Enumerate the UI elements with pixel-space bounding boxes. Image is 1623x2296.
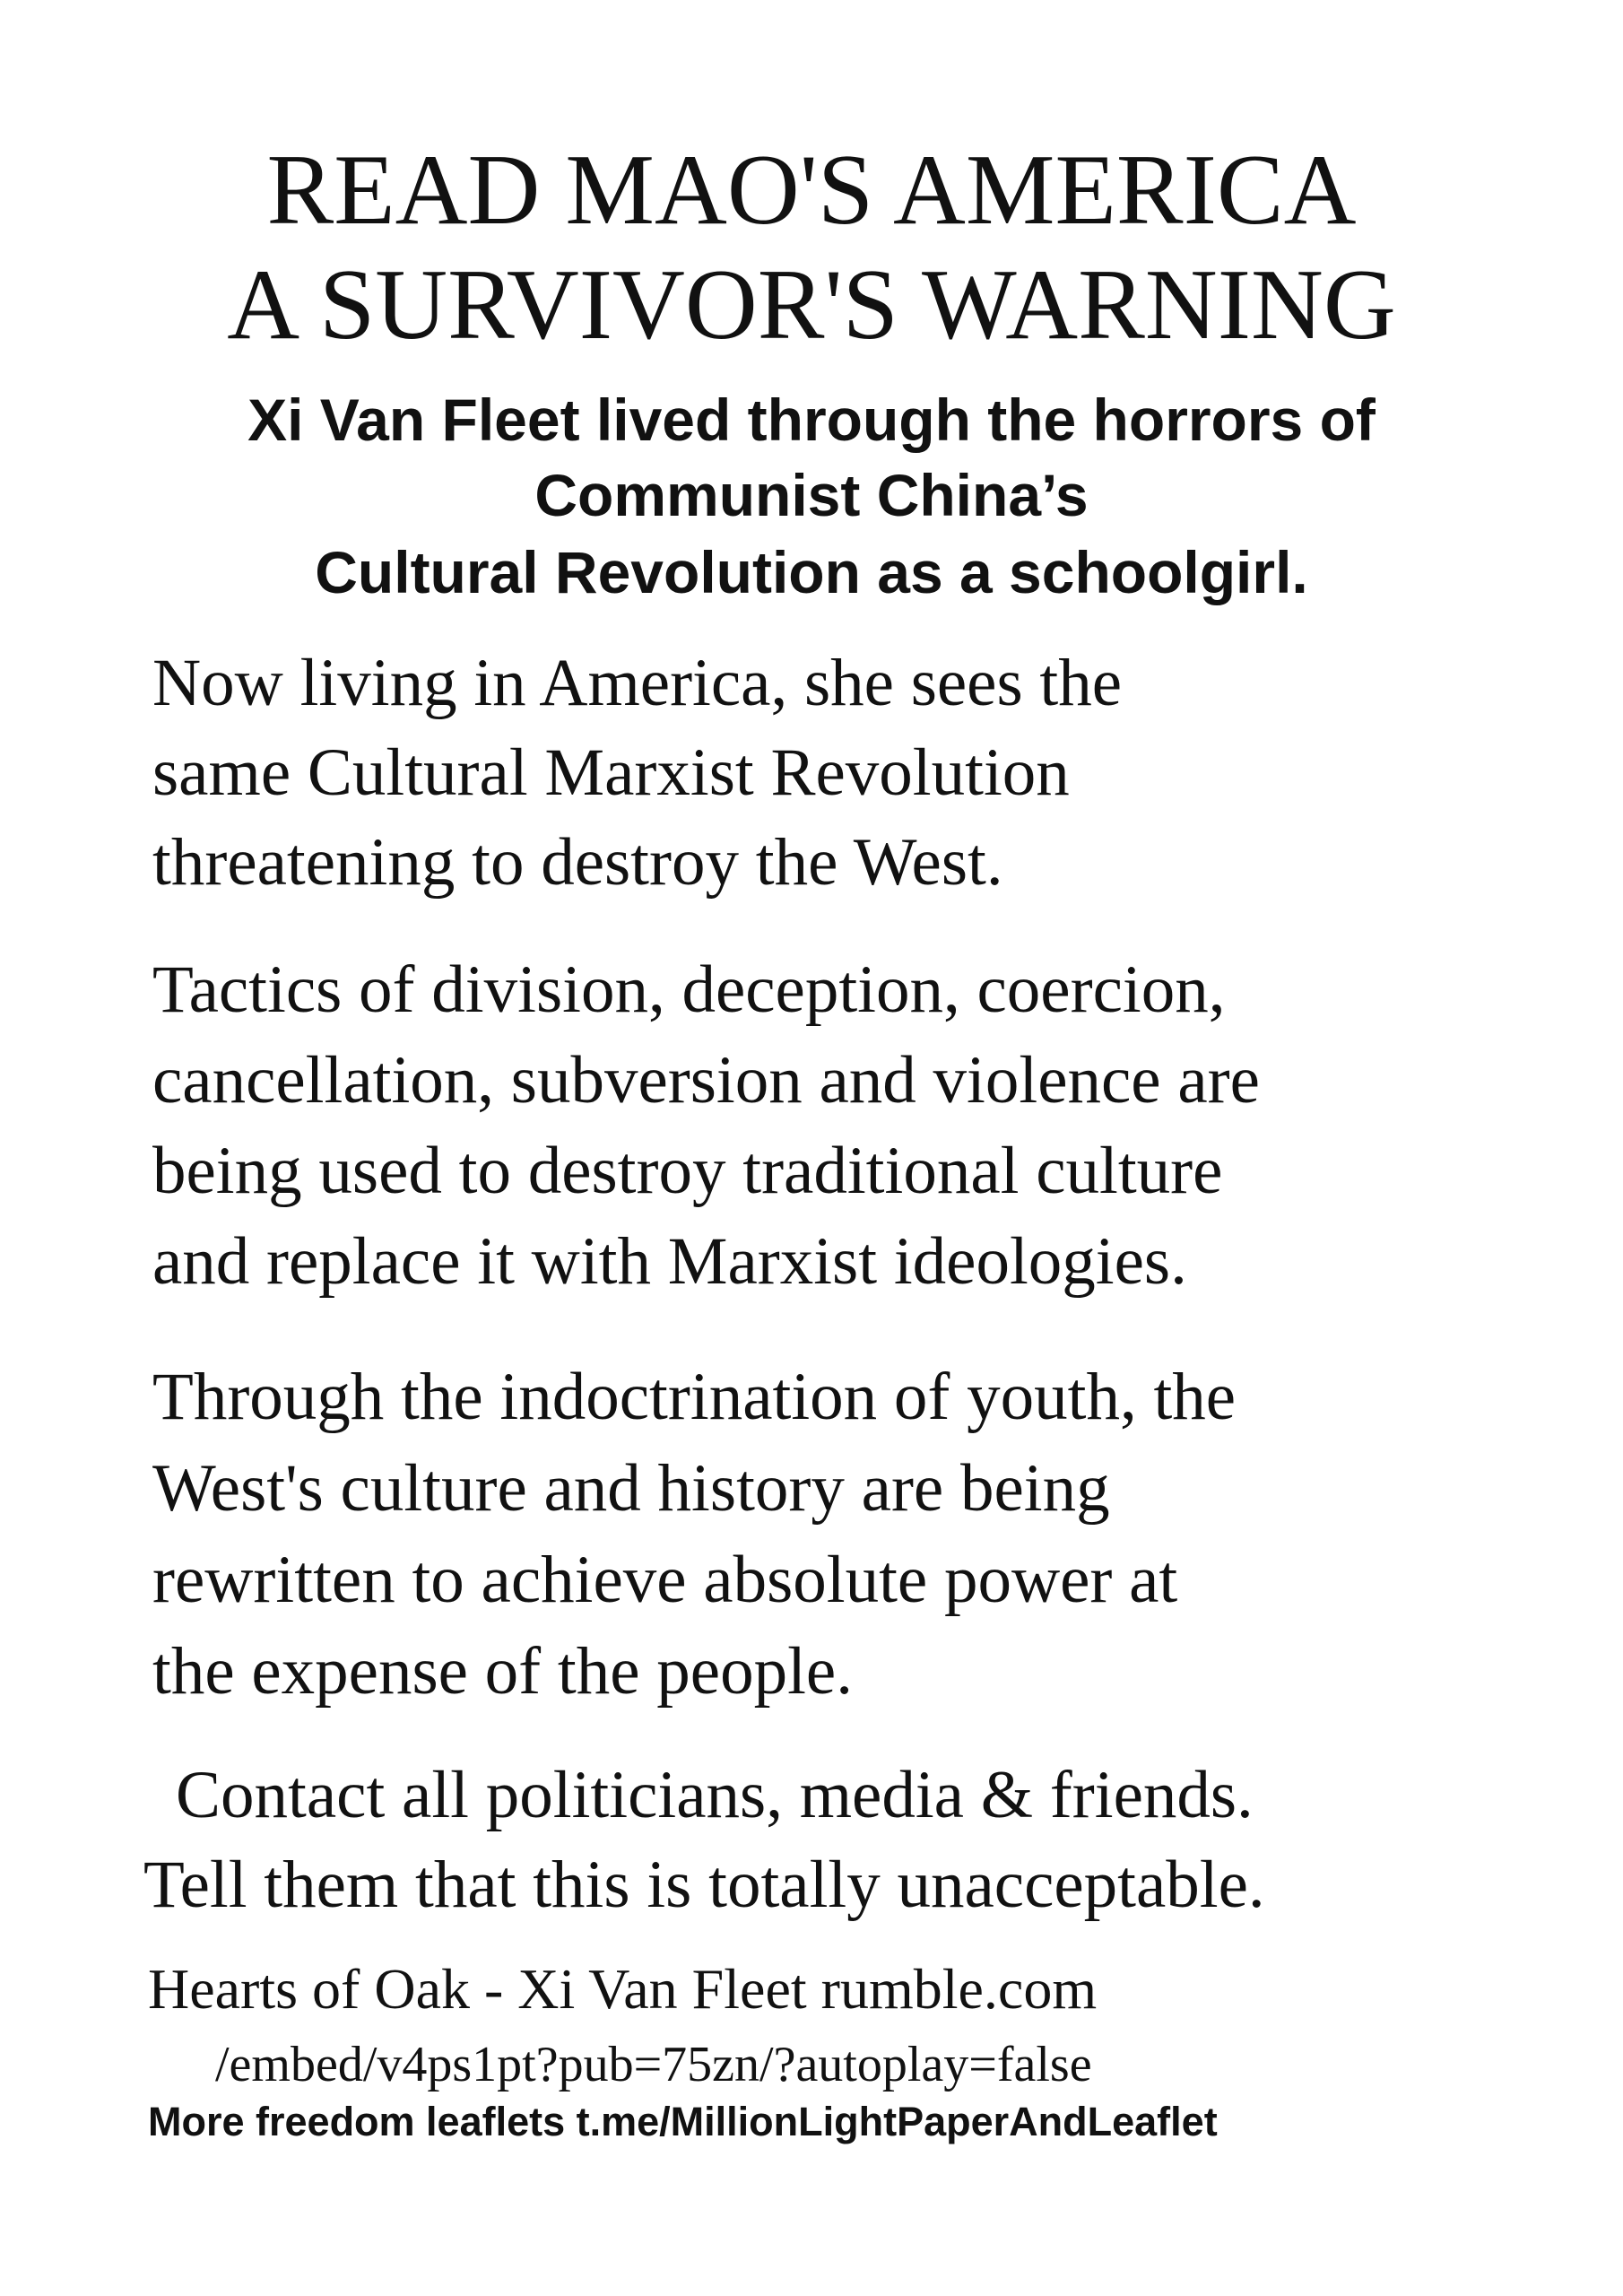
paragraph-3-line-1: Through the indoctrination of youth, the	[152, 1360, 1237, 1434]
paragraph-2-line-2: cancellation, subversion and violence are	[152, 1043, 1260, 1118]
paragraph-3-line-4: the expense of the people.	[152, 1634, 853, 1709]
source-line-1: Hearts of Oak - Xi Van Fleet rumble.com	[148, 1957, 1098, 2021]
paragraph-3-line-2: West's culture and history are being	[152, 1451, 1110, 1526]
title-line-2: A SURVIVOR'S WARNING	[227, 249, 1396, 361]
paragraph-1-line-3: threatening to destroy the West.	[152, 825, 1003, 900]
paragraph-2-line-4: and replace it with Marxist ideologies.	[152, 1224, 1187, 1299]
title-line-1: READ MAO'S AMERICA	[266, 135, 1357, 246]
call-to-action-line-1: Contact all politicians, media & friends.	[176, 1758, 1254, 1832]
more-leaflets-line: More freedom leaflets t.me/MillionLightPaperAndLeaflet	[148, 2099, 1218, 2144]
source-line-2: /embed/v4ps1pt?pub=75zn/?autoplay=false	[215, 2037, 1092, 2092]
paragraph-2-line-3: being used to destroy traditional culture	[152, 1134, 1223, 1208]
paragraph-3-line-3: rewritten to achieve absolute power at	[152, 1543, 1178, 1617]
subtitle-line-3: Cultural Revolution as a schoolgirl.	[315, 539, 1308, 605]
paragraph-2-line-1: Tactics of division, deception, coercion,	[152, 952, 1226, 1027]
subtitle-line-1: Xi Van Fleet lived through the horrors of	[247, 387, 1376, 453]
paragraph-1-line-1: Now living in America, she sees the	[152, 646, 1123, 720]
call-to-action-line-2: Tell them that this is totally unacceptable.	[143, 1848, 1265, 1922]
subtitle-line-2: Communist China’s	[534, 462, 1089, 528]
paragraph-1-line-2: same Cultural Marxist Revolution	[152, 735, 1070, 810]
